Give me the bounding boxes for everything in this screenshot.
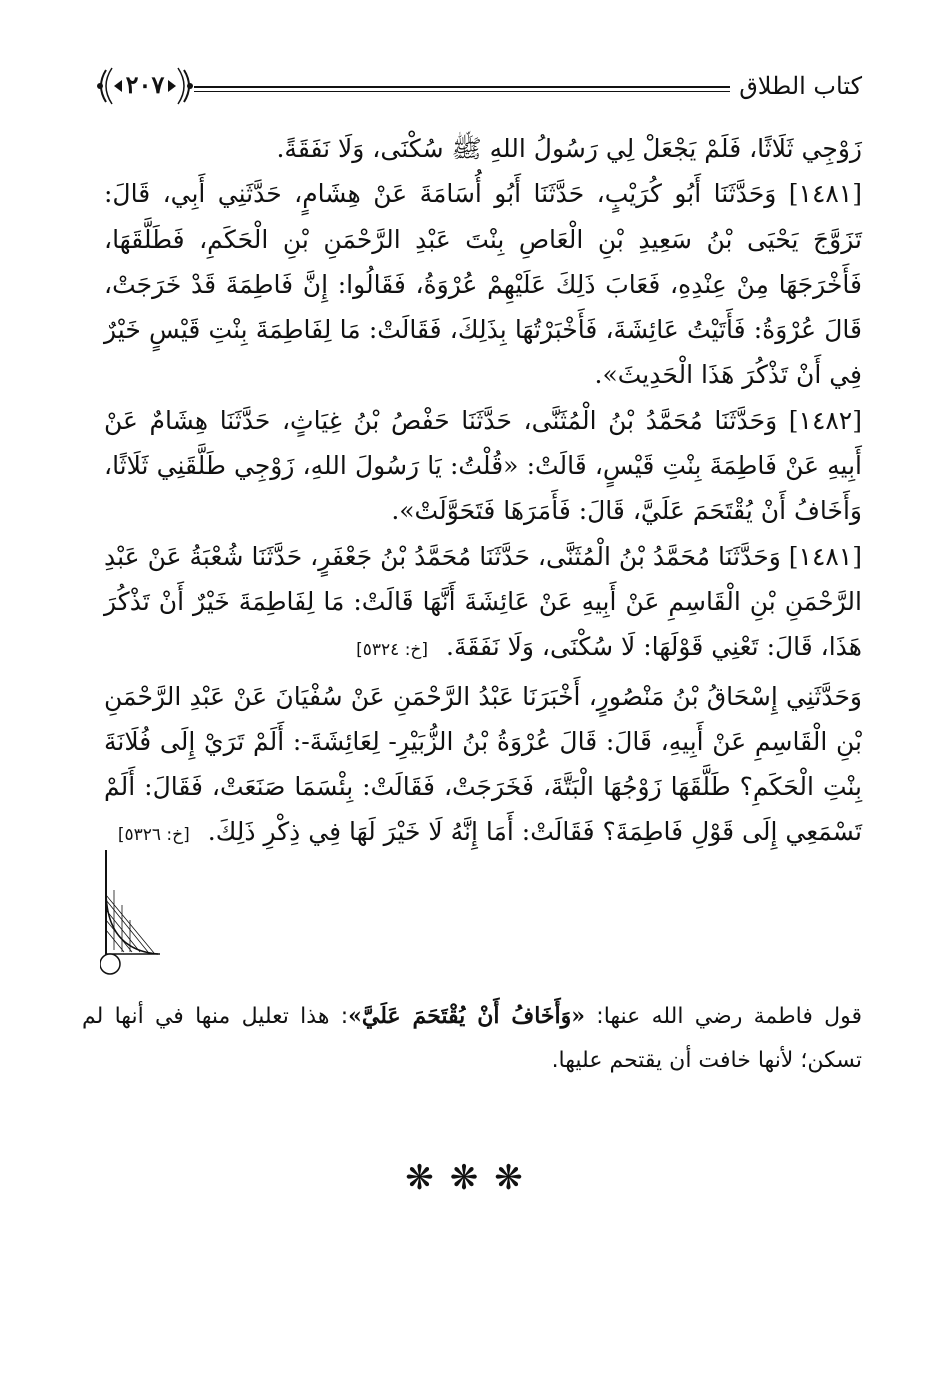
text-paragraph: زَوْجِي ثَلَاثًا، فَلَمْ يَجْعَلْ لِي رَسُولُ اللهِ ﷺ سُكْنَى، وَلَا نَفَقَةً. xyxy=(276,134,862,163)
page-header xyxy=(92,58,862,108)
book-title: كتاب الطلاق xyxy=(739,72,862,100)
hadith-text xyxy=(104,126,862,859)
paragraph-text: [١٤٨١] وَحَدَّثَنَا مُحَمَّدُ بْنُ الْمُثَنَّى، حَدَّثَنَا مُحَمَّدُ بْنُ جَعْفَرٍ، حَدَّثَنَا شُعْبَةُ عَنْ عَبْدِ الرَّحْمَنِ بْنِ الْقَاسِمِ عَنْ أَبِيهِ عَنْ عَائِشَةَ أَنَّهَا قَالَتْ: مَا لِفَاطِمَةَ خَيْرٌ أَنْ تَذْكُرَ هَذَا، قَالَ: تَعْنِي قَوْلَهَا: لَا سُكْنَى، وَلَا نَفَقَةَ. xyxy=(104,541,862,662)
footnote-intro: قول فاطمة رضي الله عنها: xyxy=(585,1004,862,1029)
bukhari-reference: [خ: ٥٣٢٤] xyxy=(356,640,429,661)
text-paragraph: [١٤٨١] وَحَدَّثَنَا أَبُو كُرَيْبٍ، حَدَّثَنَا أَبُو أُسَامَةَ عَنْ هِشَامٍ، حَدَّثَنِي أَبِي، قَالَ: تَزَوَّجَ يَحْيَى بْنُ سَعِيدِ بْنِ الْعَاصِ بِنْتَ عَبْدِ الرَّحْمَنِ بْنِ الْحَكَمِ، فَطَلَّقَهَا، فَأَخْرَجَهَا مِنْ عِنْدِهِ، فَعَابَ ذَلِكَ عَلَيْهِمْ عُرْوَةُ، فَقَالُوا: إِنَّ فَاطِمَةَ قَدْ خَرَجَتْ، قَالَ عُرْوَةُ: فَأَتَيْتُ عَائِشَةَ، فَأَخْبَرْتُهَا بِذَلِكَ، فَقَالَتْ: مَا لِفَاطِمَةَ بِنْتِ قَيْسٍ خَيْرٌ فِي أَنْ تَذْكُرَ هَذَا الْحَدِيثَ». xyxy=(104,179,862,390)
footnote-text: : هذا تعليل منها في أنها لم تسكن؛ لأنها خافت أن يقتحم عليها. xyxy=(82,1004,862,1073)
text-paragraph: [١٤٨٢] وَحَدَّثَنَا مُحَمَّدُ بْنُ الْمُثَنَّى، حَدَّثَنَا حَفْصُ بْنُ غِيَاثٍ، حَدَّثَنَا هِشَامٌ عَنْ أَبِيهِ عَنْ فَاطِمَةَ بِنْتِ قَيْسٍ، قَالَتْ: «قُلْتُ: يَا رَسُولَ اللهِ، زَوْجِي طَلَّقَنِي ثَلَاثًا، وَأَخَافُ أَنْ يُقْتَحَمَ عَلَيَّ، قَالَ: فَأَمَرَهَا فَتَحَوَّلَتْ». xyxy=(104,405,862,526)
corner-ornament-icon xyxy=(100,850,160,980)
bukhari-reference: [خ: ٥٣٢٦] xyxy=(117,825,190,846)
footnote-paragraph xyxy=(82,994,862,1083)
footnote-quote: «وَأَخَافُ أَنْ يُقْتَحَمَ عَلَيَّ» xyxy=(348,1003,586,1029)
paragraph-text: وَحَدَّثَنِي إِسْحَاقُ بْنُ مَنْصُورٍ، أَخْبَرَنَا عَبْدُ الرَّحْمَنِ عَنْ سُفْيَانَ عَنْ عَبْدِ الرَّحْمَنِ بْنِ الْقَاسِمِ عَنْ أَبِيهِ، قَالَ: قَالَ عُرْوَةُ بْنُ الزُّبَيْرِ- لِعَائِشَةَ-: أَلَمْ تَرَيْ إِلَى فُلَانَةَ بِنْتِ الْحَكَمِ؟ طَلَّقَهَا زَوْجُهَا الْبَتَّةَ، فَخَرَجَتْ، فَقَالَتْ: بِئْسَمَا صَنَعَتْ، فَقَالَ: أَلَمْ تَسْمَعِي إِلَى قَوْلِ فَاطِمَةَ؟ فَقَالَتْ: أَمَا إِنَّهُ لَا خَيْرَ لَهَا فِي ذِكْرِ ذَلِكَ. xyxy=(104,681,862,847)
text-paragraph xyxy=(104,534,862,674)
end-ornament: ❋❋❋ xyxy=(405,1158,539,1198)
footnote xyxy=(82,994,862,1083)
text-paragraph xyxy=(104,674,862,859)
header-rule xyxy=(194,86,730,92)
page-number-ornament xyxy=(92,64,198,108)
page-number: ٢٠٧ xyxy=(125,70,165,99)
